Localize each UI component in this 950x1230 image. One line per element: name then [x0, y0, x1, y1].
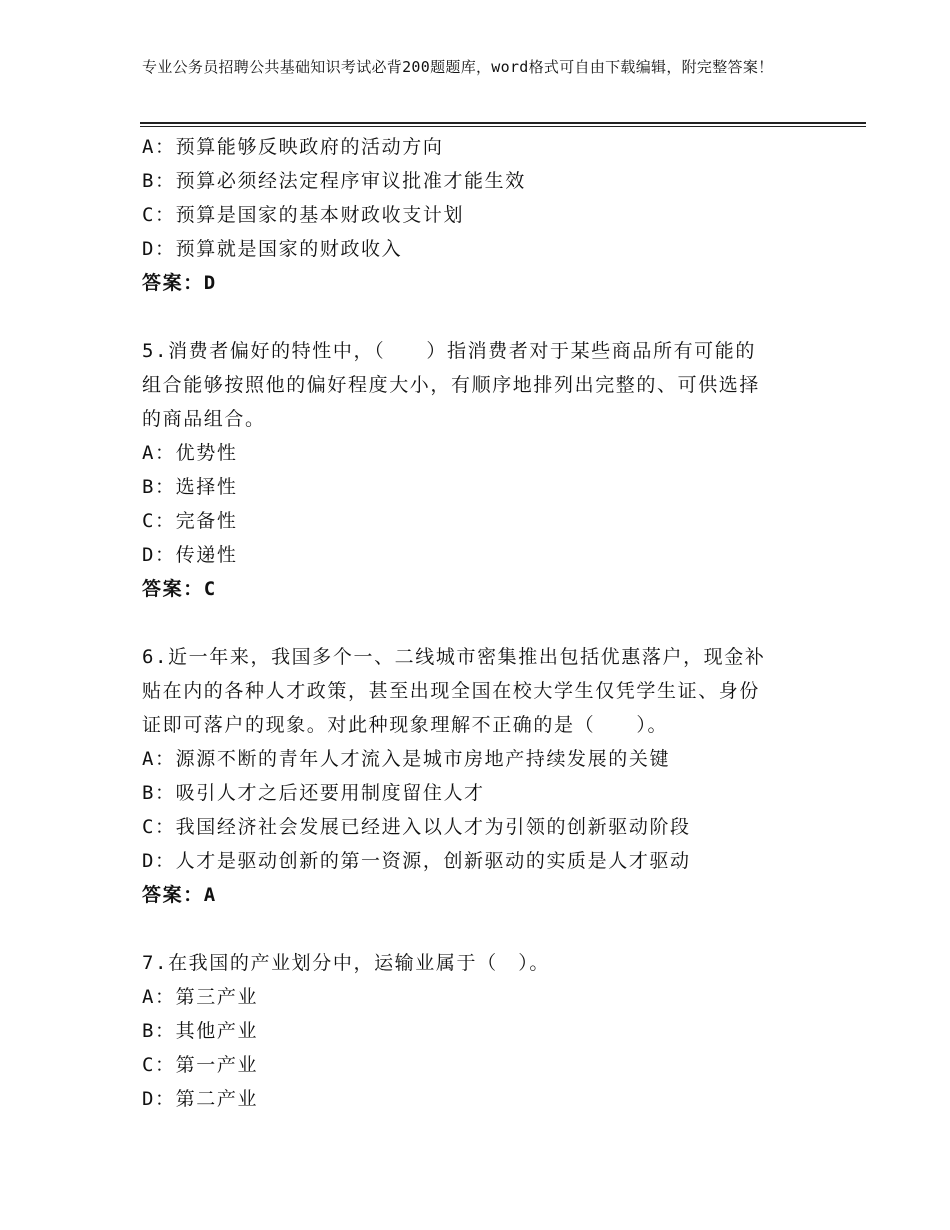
- q6-stem-line-1: 6.近一年来，我国多个一、二线城市密集推出包括优惠落户，现金补: [142, 646, 766, 668]
- q5-option-c: C：完备性: [142, 510, 238, 532]
- q6-option-a: A：源源不断的青年人才流入是城市房地产持续发展的关键: [142, 748, 671, 770]
- question-gap: [142, 300, 822, 334]
- q4-answer: 答案：D: [142, 272, 217, 294]
- q5-answer: 答案：C: [142, 578, 217, 600]
- q6-option-c: C：我国经济社会发展已经进入以人才为引领的创新驱动阶段: [142, 816, 691, 838]
- document-header: 专业公务员招聘公共基础知识考试必背200题题库，word格式可自由下载编辑，附完整答案！: [142, 58, 774, 76]
- q5-option-d: D：传递性: [142, 544, 238, 566]
- q6-option-d: D：人才是驱动创新的第一资源，创新驱动的实质是人才驱动: [142, 850, 691, 872]
- q4-option-a: A：预算能够反映政府的活动方向: [142, 136, 444, 158]
- q4-option-b: B：预算必须经法定程序审议批准才能生效: [142, 170, 526, 192]
- q7-stem-line-1: 7.在我国的产业划分中，运输业属于（ ）。: [142, 952, 550, 974]
- q4-option-c: C：预算是国家的基本财政收支计划: [142, 204, 465, 226]
- q6-answer: 答案：A: [142, 884, 217, 906]
- q7-option-d: D：第二产业: [142, 1088, 259, 1110]
- q7-option-b: B：其他产业: [142, 1020, 259, 1042]
- header-divider-thick: [140, 122, 866, 124]
- question-gap: [142, 606, 822, 640]
- q5-stem-line-2: 组合能够按照他的偏好程度大小，有顺序地排列出完整的、可供选择: [142, 374, 761, 396]
- q7-option-c: C：第一产业: [142, 1054, 259, 1076]
- q5-stem-line-1: 5.消费者偏好的特性中，（ ）指消费者对于某些商品所有可能的: [142, 340, 756, 362]
- q6-option-b: B：吸引人才之后还要用制度留住人才: [142, 782, 485, 804]
- q7-option-a: A：第三产业: [142, 986, 259, 1008]
- header-divider-thin: [140, 126, 866, 127]
- question-gap: [142, 912, 822, 946]
- q4-option-d: D：预算就是国家的财政收入: [142, 238, 403, 260]
- question-content: [142, 130, 822, 1116]
- q5-option-b: B：选择性: [142, 476, 238, 498]
- q5-option-a: A：优势性: [142, 442, 238, 464]
- q6-stem-line-3: 证即可落户的现象。对此种现象理解不正确的是（ ）。: [142, 714, 669, 736]
- q6-stem-line-2: 贴在内的各种人才政策，甚至出现全国在校大学生仅凭学生证、身份: [142, 680, 761, 702]
- q5-stem-line-3: 的商品组合。: [142, 408, 266, 430]
